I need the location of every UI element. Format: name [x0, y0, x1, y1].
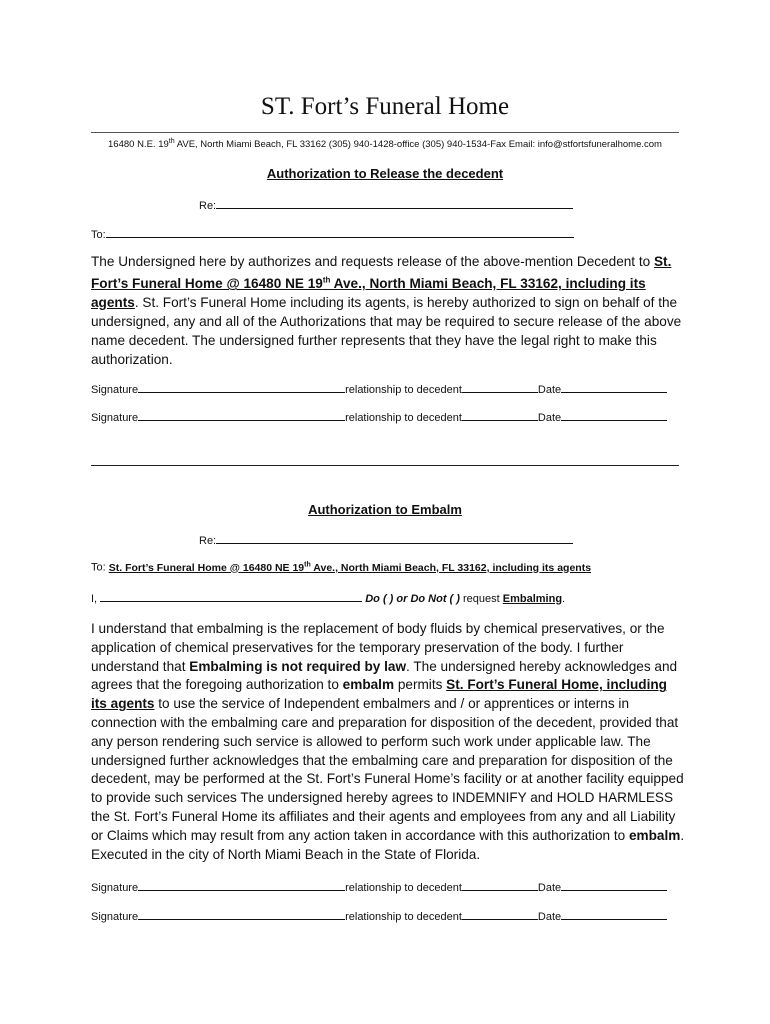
re-label: Re:	[199, 200, 217, 212]
date-line[interactable]	[561, 382, 667, 393]
release-re-field[interactable]	[199, 198, 573, 212]
embalm-to-line: To: St. Fort’s Funeral Home @ 16480 NE 19th Ave., North Miami Beach, FL 33162, including its agents	[91, 561, 592, 574]
signature-line[interactable]	[138, 880, 345, 891]
relationship-line[interactable]	[462, 410, 538, 421]
date-line[interactable]	[561, 880, 667, 891]
embalm-re-field[interactable]	[199, 533, 573, 547]
relationship-label: relationship to decedent	[345, 412, 462, 424]
relationship-label: relationship to decedent	[345, 911, 462, 923]
signature-label: Signature	[91, 412, 139, 424]
re-input-line[interactable]	[216, 198, 573, 209]
relationship-line[interactable]	[462, 880, 538, 891]
release-signature-row-2[interactable]	[91, 410, 667, 424]
date-line[interactable]	[561, 909, 667, 920]
header-divider	[91, 132, 679, 133]
date-label: Date	[537, 412, 562, 424]
signature-line[interactable]	[138, 382, 345, 393]
section-divider	[91, 465, 679, 466]
embalm-paragraph: I understand that embalming is the replacement of body fluids by chemical preservatives, or the application of chemical preservatives for the temporary preservation of the body. I further understand that Embalming is not required by law. The undersigned hereby acknowledges and agrees that the foregoing authorization to embalm permits St. Fort’s Funeral Home, including its agents to use the service of Independent embalmers and / or apprentices or interns in connection with the embalming care and preparation for disposition of the decedent, provided that any person rendering such service is allowed to perform such work under applicable law. The undersigned further acknowledges that the embalming care and preparation for disposition of the decedent, may be performed at the St. Fort’s Funeral Home’s facility or at another facility equipped to provide such services The undersigned hereby agrees to INDEMNIFY and HOLD HARMLESS the St. Fort’s Funeral Home its affiliates and their agents and employees from any and all Liability or Claims which may result from any action taken in accordance with this authorization to embalm. Executed in the city of North Miami Beach in the State of Florida.	[91, 621, 685, 862]
release-heading: Authorization to Release the decedent	[266, 166, 504, 181]
release-to-field[interactable]	[91, 227, 574, 241]
release-signature-row-1[interactable]	[91, 382, 667, 396]
period: .	[562, 593, 566, 605]
embalm-consent-row[interactable]	[91, 591, 565, 605]
relationship-label: relationship to decedent	[345, 384, 462, 396]
address-text: 16480 N.E. 19	[108, 139, 169, 151]
embalm-signature-row-1[interactable]	[91, 880, 667, 894]
address-text-rest: AVE, North Miami Beach, FL 33162 (305) 940-1428-office (305) 940-1534-Fax Email: info@stfortsfuneralhome.com	[174, 139, 662, 151]
request-label: request	[459, 593, 503, 605]
signature-line[interactable]	[138, 909, 345, 920]
embalming-label: Embalming	[502, 593, 563, 605]
date-line[interactable]	[561, 410, 667, 421]
signature-label: Signature	[91, 911, 139, 923]
relationship-label: relationship to decedent	[345, 882, 462, 894]
date-label: Date	[537, 882, 562, 894]
relationship-line[interactable]	[462, 909, 538, 920]
embalm-signature-row-2[interactable]	[91, 909, 667, 923]
release-paragraph: The Undersigned here by authorizes and requests release of the above-mention Decedent to St. Fort’s Funeral Home @ 16480 NE 19th Ave., North Miami Beach, FL 33162, including its agents. St. Fort’s Funeral Home including its agents, is hereby authorized to sign on behalf of the undersigned, any and all of the Authorizations that may be required to secure release of the above name decedent. The undersigned further represents that they have the legal right to make this authorization.	[91, 254, 682, 367]
re-label: Re:	[199, 535, 217, 547]
date-label: Date	[537, 384, 562, 396]
do-or-do-not-options[interactable]: Do ( ) or Do Not ( )	[365, 593, 460, 605]
header-address	[60, 138, 710, 150]
re-input-line[interactable]	[216, 533, 573, 544]
signature-label: Signature	[91, 384, 139, 396]
signature-label: Signature	[91, 882, 139, 894]
embalm-heading: Authorization to Embalm	[308, 502, 462, 517]
signature-line[interactable]	[138, 410, 345, 421]
to-input-line[interactable]	[106, 227, 574, 238]
date-label: Date	[537, 911, 562, 923]
i-label: I,	[91, 593, 101, 605]
page-title: ST. Fort’s Funeral Home	[260, 93, 510, 120]
name-line[interactable]	[100, 591, 362, 602]
to-label: To:	[91, 229, 106, 241]
address-sup: th	[168, 138, 175, 145]
relationship-line[interactable]	[462, 382, 538, 393]
